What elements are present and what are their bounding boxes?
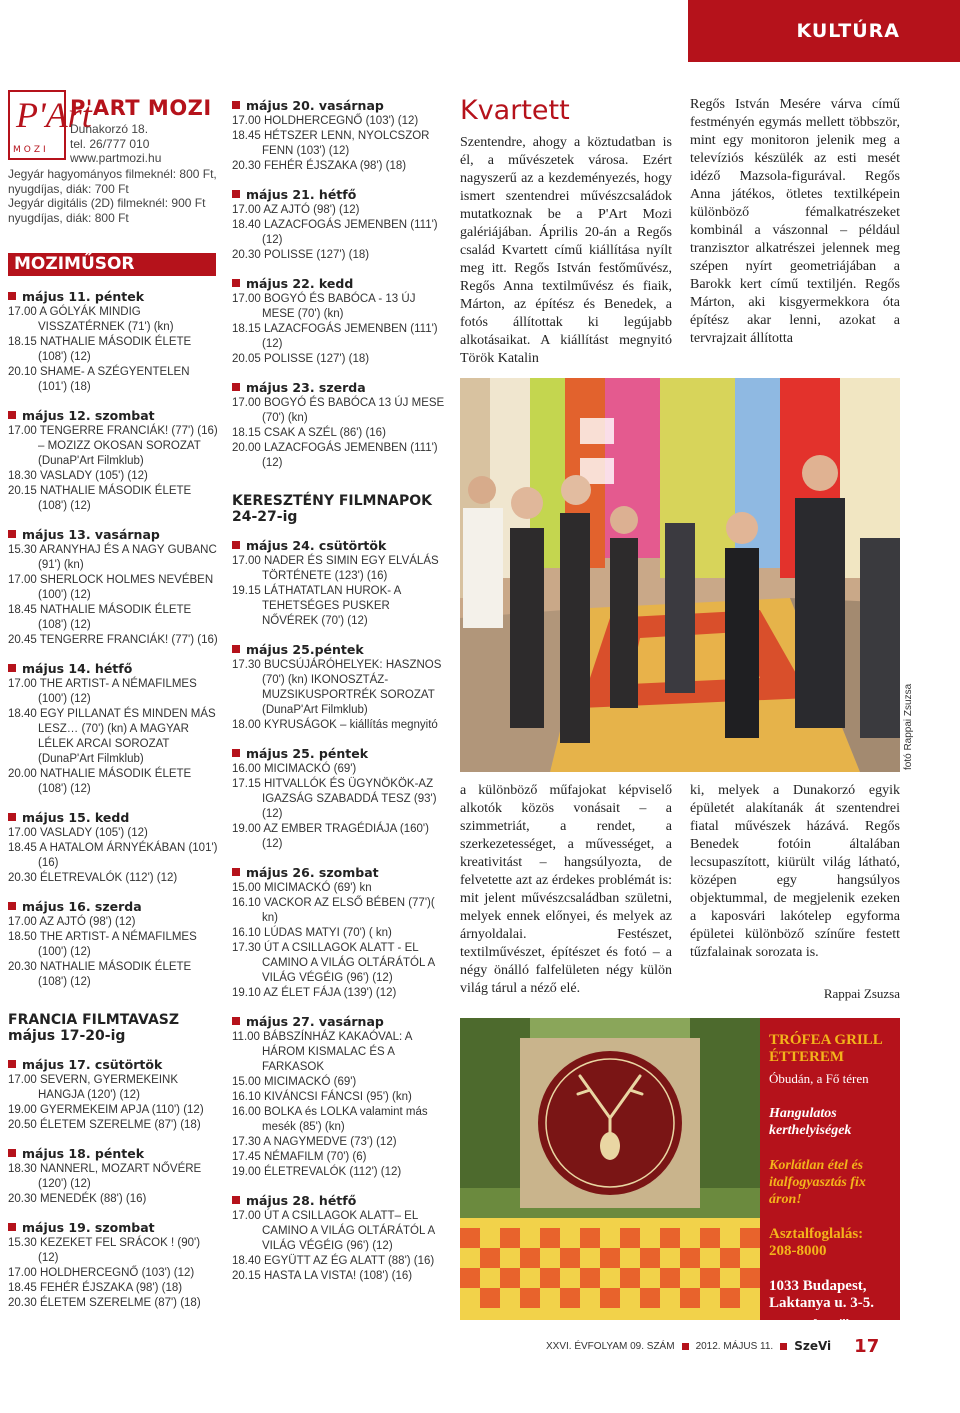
screening-entry: 20.30 ÉLETEM SZERELME (87') (18) <box>8 1297 201 1309</box>
square-bullet-icon <box>780 1343 787 1350</box>
restaurant-photo <box>460 1018 760 1320</box>
screening-entry: 17.00 AZ AJTÓ (98') (12) <box>232 204 360 216</box>
square-bullet-icon <box>8 530 16 538</box>
day-label: május 20. vasárnap <box>246 98 384 113</box>
program-heading: MOZIMŰSOR <box>8 253 216 276</box>
screening-entry: 19.00 GYERMEKEIM APJA (110') (12) <box>8 1104 204 1116</box>
website-line: www.partmozi.hu <box>70 151 162 165</box>
screening-entry: 17.00 BOGYÓ ÉS BABÓCA - 13 ÚJ MESE (70') (kn) <box>232 293 416 320</box>
schedule-day-heading <box>8 661 220 676</box>
screening-entry: 20.45 TENGERRE FRANCIÁK! (77') (16) <box>8 634 218 646</box>
square-bullet-icon <box>8 1060 16 1068</box>
screening-entry: 20.30 ÉLETREVALÓK (112') (12) <box>8 872 178 884</box>
ad-phone: 208-8000 <box>769 1243 827 1259</box>
screening-entry: 17.00 NADER ÉS SIMIN EGY ELVÁLÁS TÖRTÉNETE (123') (16) <box>232 555 439 582</box>
screening-entry: 18.15 CSAK A SZÉL (86') (16) <box>232 427 386 439</box>
day-label: május 23. szerda <box>246 380 366 395</box>
square-bullet-icon <box>232 1196 240 1204</box>
phone-line: tel. 26/777 010 <box>70 136 150 151</box>
day-label: május 28. hétfő <box>246 1193 357 1208</box>
day-label: május 17. csütörtök <box>22 1057 163 1072</box>
schedule-day-heading <box>8 289 220 304</box>
ad-address: 1033 Budapest, Laktanya u. 3-5. <box>769 1278 875 1311</box>
square-bullet-icon <box>232 383 240 391</box>
exhibition-photo <box>460 378 900 772</box>
schedule-day-heading <box>232 98 447 113</box>
page-number: 17 <box>854 1335 880 1357</box>
schedule-day-heading <box>232 746 447 761</box>
screening-entry: 20.00 LAZACFOGÁS JEMENBEN (111') (12) <box>232 442 438 469</box>
screening-entry: 17.15 HITVALLÓK ÉS ÜGYNÖKÖK-AZ IGAZSÁG SZABADDÁ TESZ (93') (12) <box>232 778 437 820</box>
logo-wordmark: P'Art <box>16 95 92 135</box>
screening-entry: 16.10 VACKOR AZ ELSŐ BÉBEN (77')( kn) <box>232 897 435 924</box>
screening-entry: 17.45 NÉMAFILM (70') (6) <box>232 1151 367 1163</box>
screening-entry: 17.30 A NAGYMEDVE (73') (12) <box>232 1136 397 1148</box>
schedule-day-heading <box>8 1057 220 1072</box>
screening-entry: 15.00 MICIMACKÓ (69') kn <box>232 882 372 894</box>
screening-entry: 18.45 FEHÉR ÉJSZAKA (98') (18) <box>8 1282 183 1294</box>
schedule-day-heading <box>232 1014 447 1029</box>
square-bullet-icon <box>8 1223 16 1231</box>
day-label: május 11. péntek <box>22 289 145 304</box>
schedule-day-heading <box>232 276 447 291</box>
screening-entry: 20.05 POLISSE (127') (18) <box>232 353 370 365</box>
screening-entry: 16.00 MICIMACKÓ (69') <box>232 763 357 775</box>
festival-title: FRANCIA FILMTAVASZ május 17-20-ig <box>8 1012 180 1044</box>
day-label: május 14. hétfő <box>22 661 133 676</box>
square-bullet-icon <box>8 411 16 419</box>
schedule-day-heading <box>8 408 220 423</box>
screening-entry: 17.00 ÚT A CSILLAGOK ALATT– EL CAMINO A VILÁG OLTÁRÁTÓL A VILÁG VÉGÉIG (96') (12) <box>232 1210 435 1252</box>
square-bullet-icon <box>8 664 16 672</box>
ad-slogan-1: Hangulatos kerthelyiségek <box>769 1106 852 1138</box>
screening-entry: 18.45 A HATALOM ÁRNYÉKÁBAN (101') (16) <box>8 842 218 869</box>
screening-entry: 20.30 MENEDÉK (88') (16) <box>8 1193 147 1205</box>
screening-entry: 18.30 VASLADY (105') (12) <box>8 470 148 482</box>
photo-credit-text: fotó Rappai Zsuzsa <box>903 683 914 770</box>
square-bullet-icon <box>232 868 240 876</box>
festival-title: KERESZTÉNY FILMNAPOK 24-27-ig <box>232 493 433 525</box>
screening-entry: 17.00 SHERLOCK HOLMES NEVÉBEN (100') (12) <box>8 574 214 601</box>
square-bullet-icon <box>232 541 240 549</box>
photo-credit <box>903 670 917 770</box>
day-label: május 24. csütörtök <box>246 538 387 553</box>
screening-entry: 18.00 KYRUSÁGOK – kiállítás megnyitó <box>232 719 438 731</box>
schedule-day-heading <box>232 865 447 880</box>
screening-entry: 17.00 SEVERN, GYERMEKEINK HANGJA (120') (12) <box>8 1074 179 1101</box>
square-bullet-icon <box>232 645 240 653</box>
screening-entry: 20.30 NATHALIE MÁSODIK ÉLETE (108') (12) <box>8 961 192 988</box>
trofea-grill-ad <box>460 1018 900 1330</box>
schedule-day-heading <box>8 1146 220 1161</box>
screening-entry: 16.00 BOLKA és LOLKA valamint más mesék (85') (kn) <box>232 1106 428 1133</box>
screening-entry: 11.00 BÁBSZÍNHÁZ KAKAÓVAL: A HÁROM KISMALAC ÉS A FARKASOK <box>232 1031 412 1073</box>
schedule-day-heading <box>232 1193 447 1208</box>
screening-entry: 18.30 NANNERL, MOZART NŐVÉRE (120') (12) <box>8 1163 202 1190</box>
square-bullet-icon <box>232 190 240 198</box>
day-label: május 25. péntek <box>246 746 369 761</box>
schedule-day-heading <box>232 380 447 395</box>
screening-entry: 18.40 LAZACFOGÁS JEMENBEN (111') (12) <box>232 219 438 246</box>
day-label: május 16. szerda <box>22 899 142 914</box>
screening-entry: 17.30 BUCSÚJÁRÓHELYEK: HASZNOS (70') (kn) IKONOSZTÁZ- MUZSIKUSPORTRÉK SOROZAT (DunaP'Art Filmklub) <box>232 659 442 716</box>
screening-entry: 17.00 VASLADY (105') (12) <box>8 827 148 839</box>
screening-entry: 18.45 HÉTSZER LENN, NYOLCSZOR FENN (103') (12) <box>232 130 430 157</box>
ticket-prices <box>8 167 217 225</box>
screening-entry: 18.45 NATHALIE MÁSODIK ÉLETE (108') (12) <box>8 604 192 631</box>
schedule-column-1 <box>8 277 220 1311</box>
square-bullet-icon <box>8 902 16 910</box>
screening-entry: 15.00 MICIMACKÓ (69') <box>232 1076 357 1088</box>
screening-entry: 20.30 FEHÉR ÉJSZAKA (98') (18) <box>232 160 407 172</box>
price-line: nyugdíjas, diák: 700 Ft <box>8 181 129 196</box>
day-label: május 12. szombat <box>22 408 155 423</box>
screening-entry: 19.10 AZ ÉLET FÁJA (139') (12) <box>232 987 397 999</box>
day-label: május 15. kedd <box>22 810 130 825</box>
screening-entry: 17.00 HOLDHERCEGNŐ (103') (12) <box>232 115 419 127</box>
screening-entry: 19.00 ÉLETREVALÓK (112') (12) <box>232 1166 402 1178</box>
price-line: Jegyár digitális (2D) filmeknél: 900 Ft <box>8 196 206 210</box>
day-label: május 27. vasárnap <box>246 1014 384 1029</box>
square-bullet-icon <box>8 813 16 821</box>
screening-entry: 17.00 BOGYÓ ÉS BABÓCA 13 ÚJ MESE (70') (kn) <box>232 397 445 424</box>
article-author: Rappai Zsuzsa <box>823 986 900 1001</box>
article-paragraph-1: Szentendre, ahogy a köztudatban is él, a művészetek városa. Ezért nagyszerű az a kezdeményezés, hogy ismert szentendrei művészcsaládok mutatkoznak be a P'Art Mozi galériájában. Április 20-án a Regős család Kvartett című kiállítása nyílt meg itt. Regős István festőművész, Regős Anna textilművész és fiaik, Márton, az építész és Benedek, a fotós állítottak ki legújabb alkotásaikat. A kiállítást megnyitó Török Katalin <box>460 135 672 366</box>
screening-entry: 17.00 A GÓLYÁK MINDIG VISSZATÉRNEK (71') (kn) <box>8 306 174 333</box>
screening-entry: 19.00 AZ EMBER TRAGÉDIÁJA (160') (12) <box>232 823 429 850</box>
day-label: május 13. vasárnap <box>22 527 160 542</box>
screening-entry: 18.50 THE ARTIST- A NÉMAFILMES (100') (12) <box>8 931 197 958</box>
article-title: Kvartett <box>460 95 570 126</box>
screening-entry: 16.10 LÚDAS MATYI (70') ( kn) <box>232 927 392 939</box>
schedule-day-heading <box>8 527 220 542</box>
day-label: május 26. szombat <box>246 865 379 880</box>
screening-entry: 20.50 ÉLETEM SZERELME (87') (18) <box>8 1119 201 1131</box>
screening-entry: 20.10 SHAME- A SZÉGYENTELEN (101') (18) <box>8 366 190 393</box>
price-line: Jegyár hagyományos filmeknél: 800 Ft, <box>8 167 217 181</box>
price-line: nyugdíjas, diák: 800 Ft <box>8 210 129 225</box>
footer-brand: SzeVi <box>794 1339 832 1353</box>
schedule-day-heading <box>8 899 220 914</box>
day-label: május 22. kedd <box>246 276 354 291</box>
screening-entry: 17.00 AZ AJTÓ (98') (12) <box>8 916 136 928</box>
schedule-day-heading <box>232 187 447 202</box>
schedule-column-2 <box>232 86 447 1284</box>
page-footer <box>546 1335 906 1357</box>
schedule-day-heading <box>232 642 447 657</box>
logo-subtext: MOZI <box>13 145 49 155</box>
screening-entry: 17.00 THE ARTIST- A NÉMAFILMES (100') (12) <box>8 678 197 705</box>
ad-booking-label: Asztalfoglalás: <box>769 1226 864 1242</box>
footer-issue: XXVI. ÉVFOLYAM 09. SZÁM <box>546 1340 675 1352</box>
screening-entry: 19.15 LÁTHATATLAN HUROK- A TEHETSÉGES PUSKER NŐVÉREK (70') (12) <box>232 585 401 627</box>
address-line: Dunakorzó 18. <box>70 122 149 136</box>
screening-entry: 18.15 LAZACFOGÁS JEMENBEN (111') (12) <box>232 323 438 350</box>
day-label: május 25.péntek <box>246 642 364 657</box>
schedule-day-heading <box>232 538 447 553</box>
screening-entry: 18.40 EGY PILLANAT ÉS MINDEN MÁS LESZ… (70') (kn) A MAGYAR LÉLEK ARCAI SOROZAT (DunaP'Art Filmklub) <box>8 708 216 765</box>
cinema-address <box>70 122 161 166</box>
screening-entry: 15.30 KEZEKET FEL SRÁCOK ! (90') (12) <box>8 1237 201 1264</box>
day-label: május 21. hétfő <box>246 187 357 202</box>
square-bullet-icon <box>232 279 240 287</box>
screening-entry: 17.30 ÚT A CSILLAGOK ALATT - EL CAMINO A VILÁG OLTÁRÁTÓL A VILÁG VÉGÉIG (96') (12) <box>232 942 435 984</box>
square-bullet-icon <box>232 1017 240 1025</box>
square-bullet-icon <box>682 1343 689 1350</box>
footer-date: 2012. MÁJUS 11. <box>695 1340 774 1352</box>
article-paragraph-2: Regős István Mesére várva című festményén egymás mellett többször, mint egy monitoron jelenik meg a televíziós készülék az esti mesét idéző Mazsola-figurával. Regős Anna játékos, ötletes textilképein különböző fémalkatrészeket kombinál a vászonnal – például tranzisztor alkatrészei jelennek meg szépen nyírt geometriájában a Barokk kert című textiljén. Regős Márton, aki kisgyermekkora óta építész akar lenni, azokat a tervrajzait állította <box>690 97 900 346</box>
section-header: KULTÚRA <box>688 0 960 62</box>
ad-restaurant-name: TRÓFEA GRILL ÉTTEREM <box>769 1032 882 1065</box>
screening-entry: 17.00 HOLDHERCEGNŐ (103') (12) <box>8 1267 195 1279</box>
screening-entry: 16.10 KIVÁNCSI FÁNCSI (95') (kn) <box>232 1091 412 1103</box>
screening-entry: 20.30 POLISSE (127') (18) <box>232 249 370 261</box>
screening-entry: 20.00 NATHALIE MÁSODIK ÉLETE (108') (12) <box>8 768 192 795</box>
schedule-day-heading <box>8 1220 220 1235</box>
ad-location: Óbudán, a Fő téren <box>769 1071 869 1086</box>
square-bullet-icon <box>8 292 16 300</box>
article-paragraph-3: a különböző műfajokat képviselő alkotók közös vonásait – a szimmetriát, a rendet, a szerkezetességet, a művességet, a kreativitást – hangsúlyozta, de felvetette azt az érdekes problémát is: mit jelent művészcsaládban születni, melyek ennek előnyei, és melyek az árnyoldalai. Festészet, textilművészet, építészet és fotó – a négy önálló falfelületen négy külön világ tárul a néző elé. <box>460 783 672 996</box>
day-label: május 19. szombat <box>22 1220 155 1235</box>
ad-website[interactable]: www.trofeagrill.com <box>769 1316 874 1330</box>
square-bullet-icon <box>8 1149 16 1157</box>
schedule-day-heading <box>8 810 220 825</box>
square-bullet-icon <box>232 101 240 109</box>
square-bullet-icon <box>232 749 240 757</box>
screening-entry: 20.15 HASTA LA VISTA! (108') (16) <box>232 1270 413 1282</box>
ad-text <box>769 1032 895 1331</box>
ad-slogan-2: Korlátlan étel és italfogyasztás fix áron! <box>769 1158 866 1207</box>
cinema-title: P'ART MOZI <box>70 96 212 120</box>
screening-entry: 18.40 EGYÜTT AZ ÉG ALATT (88') (16) <box>232 1255 435 1267</box>
screening-entry: 15.30 ARANYHAJ ÉS A NAGY GUBANC (91') (kn) <box>8 544 217 571</box>
screening-entry: 18.15 NATHALIE MÁSODIK ÉLETE (108') (12) <box>8 336 192 363</box>
screening-entry: 17.00 TENGERRE FRANCIÁK! (77') (16) – MOZIZZ OKOSAN SOROZAT (DunaP'Art Filmklub) <box>8 425 218 467</box>
screening-entry: 20.15 NATHALIE MÁSODIK ÉLETE (108') (12) <box>8 485 192 512</box>
part-mozi-logo <box>8 90 92 160</box>
day-label: május 18. péntek <box>22 1146 145 1161</box>
article-paragraph-4: ki, melyek a Dunakorzó egyik épületét alakítanák át szentendrei fiatal művészek házává. Regős Benedek fotóin általában lecsupaszított, kiürült világ látható, középen egy hangsúlyos objektummal, de megjelenik ezeken a kaposvári lakótelep egyforma épületei különböző színűre festett tűzfalainak sorozata is. <box>690 783 900 960</box>
